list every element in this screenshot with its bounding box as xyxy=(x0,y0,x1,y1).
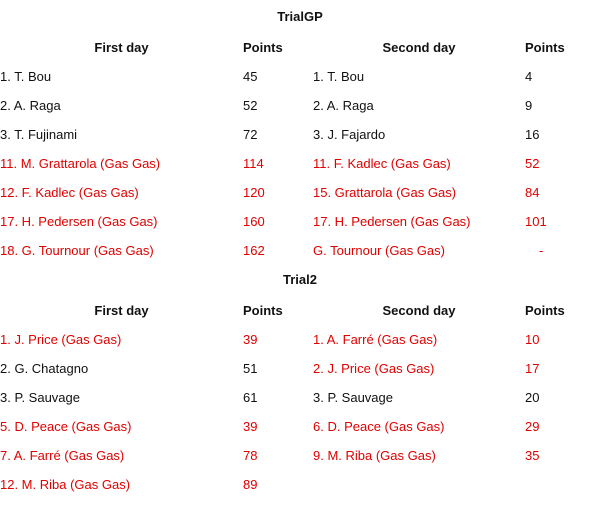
rider-first-day: 1. J. Price (Gas Gas) xyxy=(0,332,122,347)
table-row xyxy=(0,470,600,499)
rider-second-day xyxy=(313,470,525,499)
rider-first-day: 12. F. Kadlec (Gas Gas) xyxy=(0,185,139,200)
points-first-day: 78 xyxy=(243,448,258,463)
rider-first-day: 7. A. Farré (Gas Gas) xyxy=(0,448,125,463)
points-first-day: 160 xyxy=(243,214,265,229)
points-first-day: 39 xyxy=(243,332,258,347)
table-row xyxy=(0,62,600,91)
results-table-trialgp xyxy=(0,32,600,265)
header-points-second-day: Points xyxy=(525,39,565,55)
header-first-day: First day xyxy=(94,39,149,55)
rider-first-day: 12. M. Riba (Gas Gas) xyxy=(0,477,131,492)
rider-first-day: 3. P. Sauvage xyxy=(0,390,80,405)
points-first-day: 45 xyxy=(243,69,258,84)
header-second-day: Second day xyxy=(382,302,456,318)
section-title-trialgp: TrialGP xyxy=(277,9,323,24)
points-second-day: 35 xyxy=(525,448,540,463)
header-points-first-day: Points xyxy=(243,302,283,318)
points-first-day: 114 xyxy=(243,156,264,171)
points-second-day: 9 xyxy=(525,98,533,113)
points-first-day: 89 xyxy=(243,477,258,492)
rider-first-day: 5. D. Peace (Gas Gas) xyxy=(0,419,132,434)
points-second-day: 29 xyxy=(525,419,540,434)
points-first-day: 72 xyxy=(243,127,258,142)
table-row xyxy=(0,441,600,470)
points-first-day: 120 xyxy=(243,185,265,200)
rider-first-day: 17. H. Pedersen (Gas Gas) xyxy=(0,214,158,229)
table-row xyxy=(0,91,600,120)
rider-first-day: 3. T. Fujinami xyxy=(0,127,78,142)
header-second-day: Second day xyxy=(382,39,456,55)
points-first-day: 162 xyxy=(243,243,265,258)
points-second-day xyxy=(525,470,600,499)
table-row xyxy=(0,207,600,236)
section-title-trial2: Trial2 xyxy=(283,272,317,287)
table-row xyxy=(0,178,600,207)
points-second-day: 10 xyxy=(525,332,540,347)
rider-second-day: 6. D. Peace (Gas Gas) xyxy=(313,419,445,434)
table-row xyxy=(0,412,600,441)
points-second-day: 20 xyxy=(525,390,540,405)
rider-second-day: 2. J. Price (Gas Gas) xyxy=(313,361,435,376)
points-second-day: 4 xyxy=(525,69,533,84)
points-first-day: 39 xyxy=(243,419,258,434)
points-second-day: 101 xyxy=(525,214,547,229)
rider-second-day: 9. M. Riba (Gas Gas) xyxy=(313,448,436,463)
header-first-day: First day xyxy=(94,302,149,318)
points-second-day: 17 xyxy=(525,361,540,376)
rider-second-day: 15. Grattarola (Gas Gas) xyxy=(313,185,457,200)
table-row xyxy=(0,236,600,265)
points-second-day: 84 xyxy=(525,185,540,200)
rider-second-day: G. Tournour (Gas Gas) xyxy=(313,243,445,258)
rider-first-day: 2. G. Chatagno xyxy=(0,361,89,376)
header-row xyxy=(0,295,600,325)
table-row xyxy=(0,120,600,149)
header-points-second-day: Points xyxy=(525,302,565,318)
header-row xyxy=(0,32,600,62)
rider-second-day: 3. J. Fajardo xyxy=(313,127,386,142)
rider-second-day: 1. A. Farré (Gas Gas) xyxy=(313,332,438,347)
table-row xyxy=(0,383,600,412)
points-second-day: - xyxy=(539,243,544,258)
header-points-first-day: Points xyxy=(243,39,283,55)
points-first-day: 51 xyxy=(243,361,258,376)
points-second-day: 52 xyxy=(525,156,540,171)
rider-second-day: 2. A. Raga xyxy=(313,98,374,113)
rider-first-day: 18. G. Tournour (Gas Gas) xyxy=(0,243,154,258)
table-row xyxy=(0,325,600,354)
points-first-day: 52 xyxy=(243,98,258,113)
rider-first-day: 2. A. Raga xyxy=(0,98,61,113)
rider-first-day: 11. M. Grattarola (Gas Gas) xyxy=(0,156,161,171)
rider-second-day: 17. H. Pedersen (Gas Gas) xyxy=(313,214,471,229)
points-first-day: 61 xyxy=(243,390,258,405)
points-second-day: 16 xyxy=(525,127,540,142)
table-row xyxy=(0,354,600,383)
rider-second-day: 1. T. Bou xyxy=(313,69,365,84)
rider-second-day: 3. P. Sauvage xyxy=(313,390,393,405)
rider-second-day: 11. F. Kadlec (Gas Gas) xyxy=(313,156,451,171)
rider-first-day: 1. T. Bou xyxy=(0,69,52,84)
table-row xyxy=(0,149,600,178)
results-table-trial2 xyxy=(0,295,600,499)
